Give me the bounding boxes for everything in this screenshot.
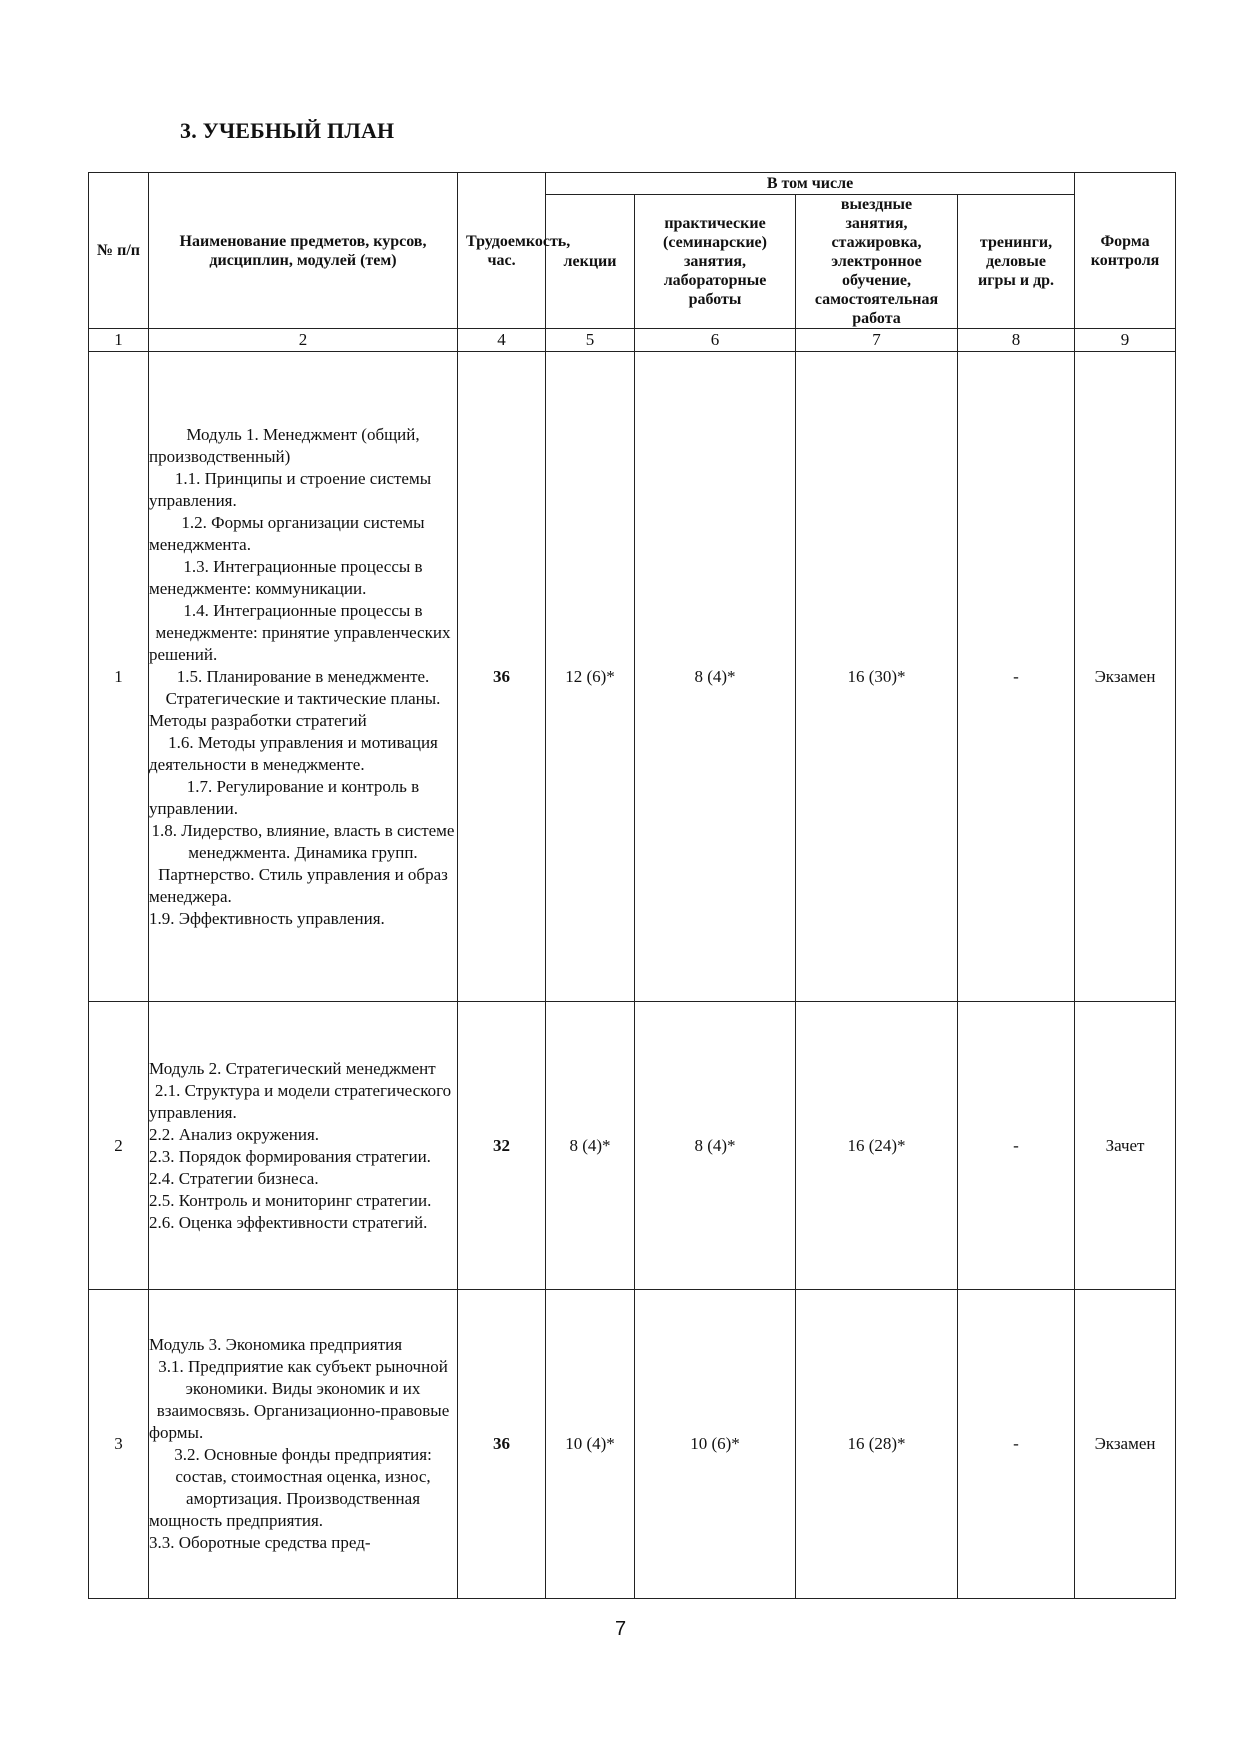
topic: 2.4. Стратегии бизнеса. <box>149 1168 319 1188</box>
lectures-value: 8 (4)* <box>546 1002 635 1290</box>
page-number: 7 <box>614 1618 627 1640</box>
field-value: 16 (30)* <box>796 352 958 1002</box>
control-value: Зачет <box>1075 1002 1176 1290</box>
table-row <box>89 352 1176 1002</box>
table-row <box>89 1002 1176 1290</box>
practical-value: 8 (4)* <box>635 1002 796 1290</box>
practical-value: 8 (4)* <box>635 352 796 1002</box>
hours-value: 36 <box>458 352 546 1002</box>
topic: 2.5. Контроль и мониторинг стратегии. <box>149 1190 432 1210</box>
column-number: 8 <box>958 329 1075 352</box>
topic: 2.3. Порядок формирования стратегии. <box>149 1146 431 1166</box>
field-value: 16 (28)* <box>796 1290 958 1599</box>
field-value: 16 (24)* <box>796 1002 958 1290</box>
module-cell <box>149 1002 458 1290</box>
column-number: 5 <box>546 329 635 352</box>
topic: 1.7. Регулирование и контроль в управлении. <box>149 776 420 818</box>
module-cell <box>149 352 458 1002</box>
column-number: 4 <box>458 329 546 352</box>
module-cell <box>149 1290 458 1599</box>
row-number: 3 <box>89 1290 149 1599</box>
topic: 1.4. Интеграционные процессы в менеджменте: принятие управленческих решений. <box>149 600 451 664</box>
topic: 1.9. Эффективность управления. <box>149 908 385 928</box>
topic: 1.6. Методы управления и мотивация деятельности в менеджменте. <box>149 732 438 774</box>
lectures-value: 10 (4)* <box>546 1290 635 1599</box>
module-title: Модуль 2. Стратегический менеджмент <box>149 1058 436 1078</box>
header-num: № п/п <box>89 173 149 329</box>
hours-value: 32 <box>458 1002 546 1290</box>
topic: 2.2. Анализ окружения. <box>149 1124 320 1144</box>
column-number: 7 <box>796 329 958 352</box>
column-number: 2 <box>149 329 458 352</box>
row-number: 1 <box>89 352 149 1002</box>
trainings-value: - <box>958 352 1075 1002</box>
header-trainings: тренинги, деловые игры и др. <box>958 195 1075 329</box>
module-title: Модуль 1. Менеджмент (общий, производственный) <box>149 424 420 466</box>
module-title: Модуль 3. Экономика предприятия <box>149 1335 403 1354</box>
topic: 3.1. Предприятие как субъект рыночной экономики. Виды экономик и их взаимосвязь. Организационно-правовые формы. <box>149 1357 450 1442</box>
header-lectures: лекции <box>546 195 635 329</box>
control-value: Экзамен <box>1075 352 1176 1002</box>
row-number: 2 <box>89 1002 149 1290</box>
trainings-value: - <box>958 1290 1075 1599</box>
topic: 2.1. Структура и модели стратегического управления. <box>149 1080 452 1122</box>
header-hours: Трудоемкость, час. <box>458 173 546 329</box>
header-name: Наименование предметов, курсов, дисциплин, модулей (тем) <box>149 173 458 329</box>
page-title: 3. УЧЕБНЫЙ ПЛАН <box>180 118 395 143</box>
topic: 1.3. Интеграционные процессы в менеджменте: коммуникации. <box>149 556 423 598</box>
column-number: 1 <box>89 329 149 352</box>
table-row <box>89 1290 1176 1599</box>
header-row-1 <box>89 173 1176 195</box>
hours-value: 36 <box>458 1290 546 1599</box>
column-number-row <box>89 329 1176 352</box>
topic: 1.1. Принципы и строение системы управления. <box>149 468 432 510</box>
topic: 3.2. Основные фонды предприятия: состав, стоимостная оценка, износ, амортизация. Производственная мощность предприятия. <box>149 1445 432 1530</box>
curriculum-table <box>88 172 1176 1599</box>
column-number: 9 <box>1075 329 1176 352</box>
practical-value: 10 (6)* <box>635 1290 796 1599</box>
topic: 3.3. Оборотные средства пред- <box>149 1533 371 1552</box>
header-including: В том числе <box>546 173 1075 195</box>
lectures-value: 12 (6)* <box>546 352 635 1002</box>
trainings-value: - <box>958 1002 1075 1290</box>
header-practical: практические (семинарские) занятия, лабораторные работы <box>635 195 796 329</box>
topic: 1.5. Планирование в менеджменте. Стратегические и тактические планы. Методы разработки стратегий <box>149 666 441 730</box>
header-control: Форма контроля <box>1075 173 1176 329</box>
topic: 2.6. Оценка эффективности стратегий. <box>149 1212 428 1232</box>
header-field: выездные занятия, стажировка, электронное обучение, самостоятельная работа <box>796 195 958 329</box>
topic: 1.2. Формы организации системы менеджмента. <box>149 512 425 554</box>
topic: 1.8. Лидерство, влияние, власть в системе менеджмента. Динамика групп. Партнерство. Стиль управления и образ менеджера. <box>149 820 455 906</box>
control-value: Экзамен <box>1075 1290 1176 1599</box>
column-number: 6 <box>635 329 796 352</box>
